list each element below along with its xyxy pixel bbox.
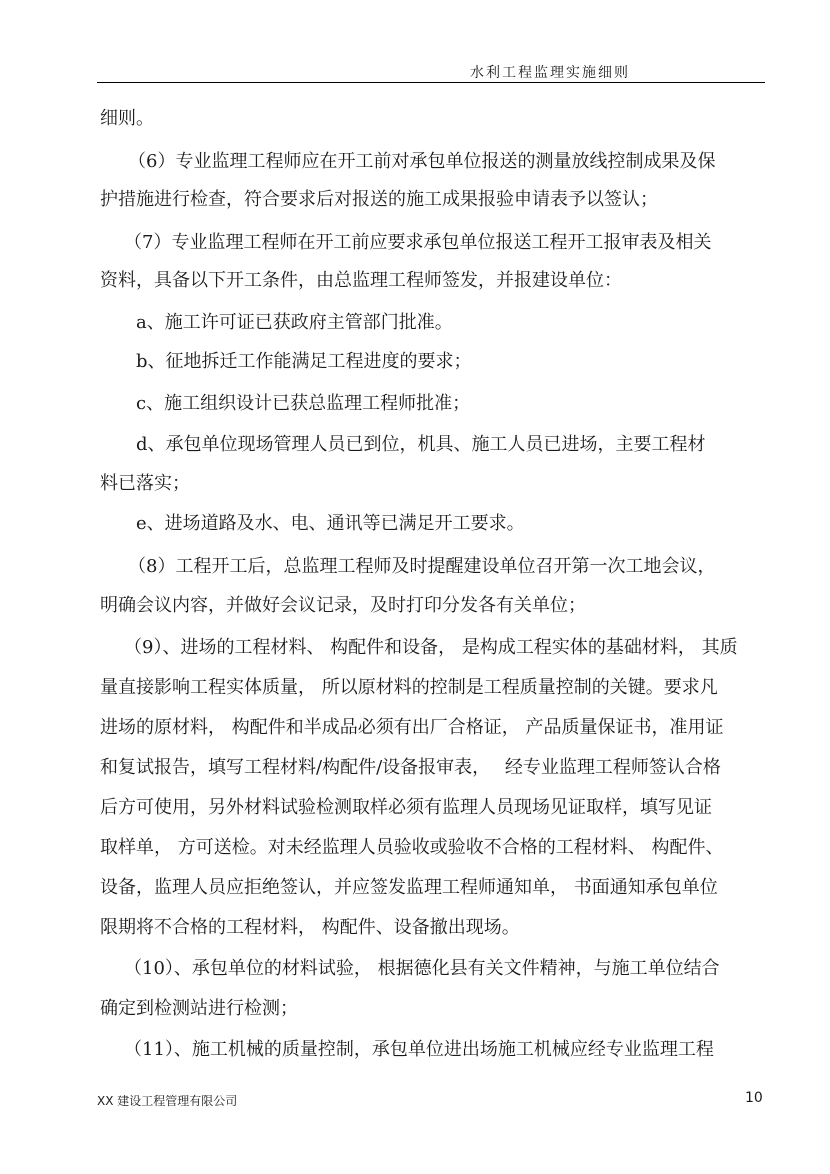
body-line: （7）专业监理工程师在开工前应要求承包单位报送工程开工报审表及相关 <box>124 232 712 253</box>
body-line: （8）工程开工后，总监理工程师及时提醒建设单位召开第一次工地会议， <box>128 556 716 577</box>
header-title: 水利工程监理实施细则 <box>470 65 630 81</box>
body-line: b、征地拆迁工作能满足工程进度的要求； <box>136 351 472 372</box>
body-line: 进场的原材料， 构配件和半成品必须有出厂合格证， 产品质量保证书，准用证 <box>100 717 724 738</box>
body-line: 明确会议内容，并做好会议记录，及时打印分发各有关单位； <box>100 595 586 616</box>
body-line: 限期将不合格的工程材料， 构配件、设备撤出现场。 <box>100 917 520 938</box>
body-line: 和复试报告，填写工程材料/构配件/设备报审表， 经专业监理工程师签认合格 <box>100 757 721 778</box>
body-line: d、承包单位现场管理人员已到位，机具、施工人员已进场，主要工程材 <box>136 434 706 455</box>
body-line: （9）、进场的工程材料、 构配件和设备， 是构成工程实体的基础材料， 其质 <box>124 637 738 658</box>
body-line: a、施工许可证已获政府主管部门批准。 <box>136 312 453 333</box>
body-line: 料已落实； <box>100 473 190 494</box>
body-line: 确定到检测站进行检测； <box>100 998 298 1019</box>
body-line: c、施工组织设计已获总监理工程师批准； <box>136 393 471 414</box>
body-line: e、进场道路及水、电、通讯等已满足开工要求。 <box>136 513 525 534</box>
body-line: 护措施进行检查，符合要求后对报送的施工成果报验申请表予以签认； <box>100 189 658 210</box>
body-line: （6）专业监理工程师应在开工前对承包单位报送的测量放线控制成果及保 <box>128 151 716 172</box>
body-line: 量直接影响工程实体质量， 所以原材料的控制是工程质量控制的关键。要求凡 <box>100 677 718 698</box>
body-line: （10）、承包单位的材料试验， 根据德化县有关文件精神，与施工单位结合 <box>124 958 720 979</box>
body-line: 资料，具备以下开工条件，由总监理工程师签发，并报建设单位： <box>100 270 622 291</box>
page-number: 10 <box>745 1090 763 1106</box>
body-line: 细则。 <box>100 108 154 129</box>
body-line: 设备，监理人员应拒绝签认，并应签发监理工程师通知单， 书面通知承包单位 <box>100 877 718 898</box>
body-line: 取样单， 方可送检。对未经监理人员验收或验收不合格的工程材料、 构配件、 <box>100 837 724 858</box>
body-line: 后方可使用，另外材料试验检测取样必须有监理人员现场见证取样，填写见证 <box>100 797 712 818</box>
footer-company: XX 建设工程管理有限公司 <box>97 1094 238 1108</box>
header-rule <box>97 82 765 83</box>
body-line: （11）、施工机械的质量控制，承包单位进出场施工机械应经专业监理工程 <box>124 1039 714 1060</box>
